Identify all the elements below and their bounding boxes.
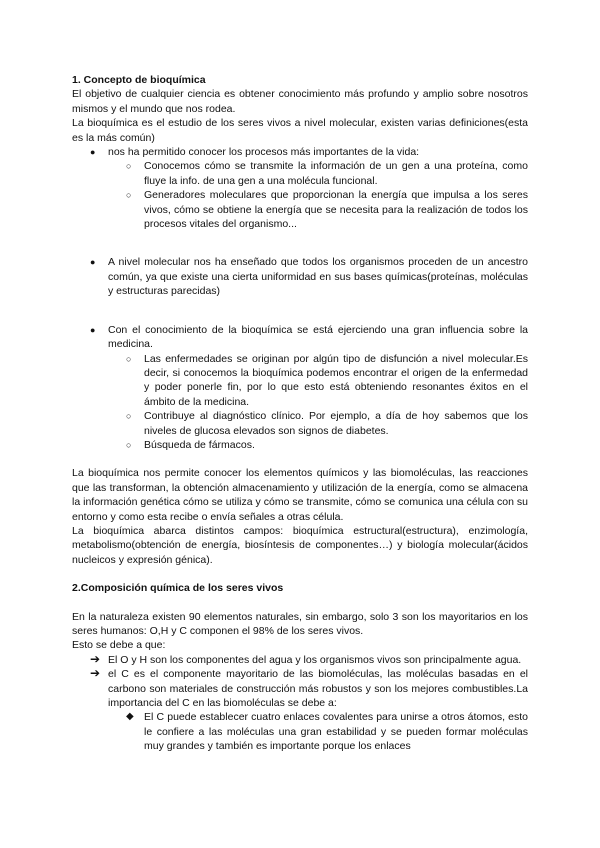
section-1-paragraph-3: La bioquímica nos permite conocer los elementos químicos y las biomoléculas, las reacciones que las transforman, la obtención almacenamiento y utilización de la energía, como se almacena la información genética cómo se utiliza y cómo se transmite, cómo se comunica una célula con su entorno y como esta recibe o envía señales a otras célula. bbox=[72, 467, 528, 523]
arrow-item-2-text: el C es el componente mayoritario de las biomoléculas, las moléculas basadas en el carbono son materiales de construcción más robustos y son los mejores combustibles.La importancia del C en las biomoléculas se debe a: bbox=[108, 668, 528, 710]
bullet-item-2-text: A nivel molecular nos ha enseñado que todos los organismos proceden de un ancestro común, ya que existe una cierta uniformidad en sus bases químicas(proteínas, moléculas y estructuras parecidas) bbox=[108, 256, 528, 298]
bullet-marker: ● bbox=[90, 147, 96, 158]
arrow-item-2 bbox=[90, 666, 528, 710]
sub-item-1-1-text: Conocemos cómo se transmite la información de un gen a una proteína, como fluye la info. de una gen a una molécula funcional. bbox=[144, 160, 528, 187]
section-1-paragraph-1: El objetivo de cualquier ciencia es obtener conocimiento más profundo y amplio sobre nosotros mismos y el mundo que nos rodea. bbox=[72, 88, 528, 115]
bullet-item-3-text: Con el conocimiento de la bioquímica se está ejerciendo una gran influencia sobre la medicina. bbox=[108, 323, 528, 351]
arrow-marker: ➔ bbox=[90, 666, 101, 681]
circle-marker: ○ bbox=[126, 161, 132, 172]
spacer bbox=[72, 567, 528, 581]
spacer bbox=[72, 313, 528, 323]
circle-marker: ○ bbox=[126, 411, 132, 422]
section-1-title: 1. Concepto de bioquímica bbox=[72, 74, 206, 86]
bullet-item-3 bbox=[90, 323, 528, 352]
sub-item-1-2 bbox=[126, 188, 528, 231]
bullet-item-2 bbox=[90, 255, 528, 298]
bullet-marker: ● bbox=[90, 257, 96, 268]
spacer bbox=[72, 231, 528, 245]
section-1-paragraph-4: La bioquímica abarca distintos campos: bioquímica estructural(estructura), enzimología, metabolismo(obtención de energía, biosíntesis de componentes…) y biología molecular(ácidos nucleicos y expresión génica). bbox=[72, 524, 528, 566]
spacer bbox=[72, 596, 528, 610]
section-2-title: 2.Composición química de los seres vivos bbox=[72, 582, 284, 595]
sub-item-3-3 bbox=[126, 438, 528, 452]
diamond-marker: ◆ bbox=[126, 711, 134, 723]
spacer bbox=[72, 452, 528, 466]
bullet-item-1 bbox=[90, 145, 528, 159]
sub-item-3-1 bbox=[126, 352, 528, 410]
document-body bbox=[72, 73, 528, 754]
circle-marker: ○ bbox=[126, 190, 132, 201]
bullet-marker: ● bbox=[90, 324, 96, 335]
section-2-paragraph-2: Esto se debe a que: bbox=[72, 639, 166, 652]
sub-item-3-2-text: Contribuye al diagnóstico clínico. Por ejemplo, a día de hoy sabemos que los niveles de glucosa elevados son signos de diabetes. bbox=[144, 410, 528, 437]
spacer bbox=[72, 245, 528, 255]
diamond-item-1 bbox=[126, 710, 528, 753]
sub-item-3-1-text: Las enfermedades se originan por algún tipo de disfunción a nivel molecular.Es decir, si conocemos la bioquímica podemos encontrar el origen de la enfermedad y poder ponerle fin, por lo que esto está obteniendo resonantes éxitos en el ámbito de la medicina. bbox=[144, 352, 528, 408]
spacer bbox=[72, 299, 528, 313]
sub-item-3-3-text: Búsqueda de fármacos. bbox=[144, 438, 255, 451]
section-2-paragraph-1: En la naturaleza existen 90 elementos naturales, sin embargo, solo 3 son los mayoritarios en los seres humanos: O,H y C componen el 98% de los seres vivos. bbox=[72, 610, 528, 637]
section-1-paragraph-2: La bioquímica es el estudio de los seres vivos a nivel molecular, existen varias definiciones(esta es la más común) bbox=[72, 117, 528, 144]
arrow-item-1 bbox=[90, 651, 528, 667]
bullet-item-1-text: nos ha permitido conocer los procesos más importantes de la vida: bbox=[108, 146, 420, 159]
arrow-item-1-text: El O y H son los componentes del agua y los organismos vivos son principalmente agua. bbox=[108, 653, 522, 666]
sub-item-3-2 bbox=[126, 409, 528, 438]
circle-marker: ○ bbox=[126, 439, 132, 450]
circle-marker: ○ bbox=[126, 353, 132, 364]
arrow-marker: ➔ bbox=[90, 651, 101, 666]
diamond-item-1-text: El C puede establecer cuatro enlaces covalentes para unirse a otros átomos, esto le confiere a las moléculas una gran estabilidad y se pueden formar moléculas muy grandes y también es importante porque los enlaces bbox=[144, 711, 528, 753]
sub-item-1-2-text: Generadores moleculares que proporcionan la energía que impulsa a los seres vivos, cómo se obtiene la energía que se necesita para la realización de todos los procesos vitales del organismo... bbox=[144, 189, 528, 231]
sub-item-1-1 bbox=[126, 159, 528, 188]
